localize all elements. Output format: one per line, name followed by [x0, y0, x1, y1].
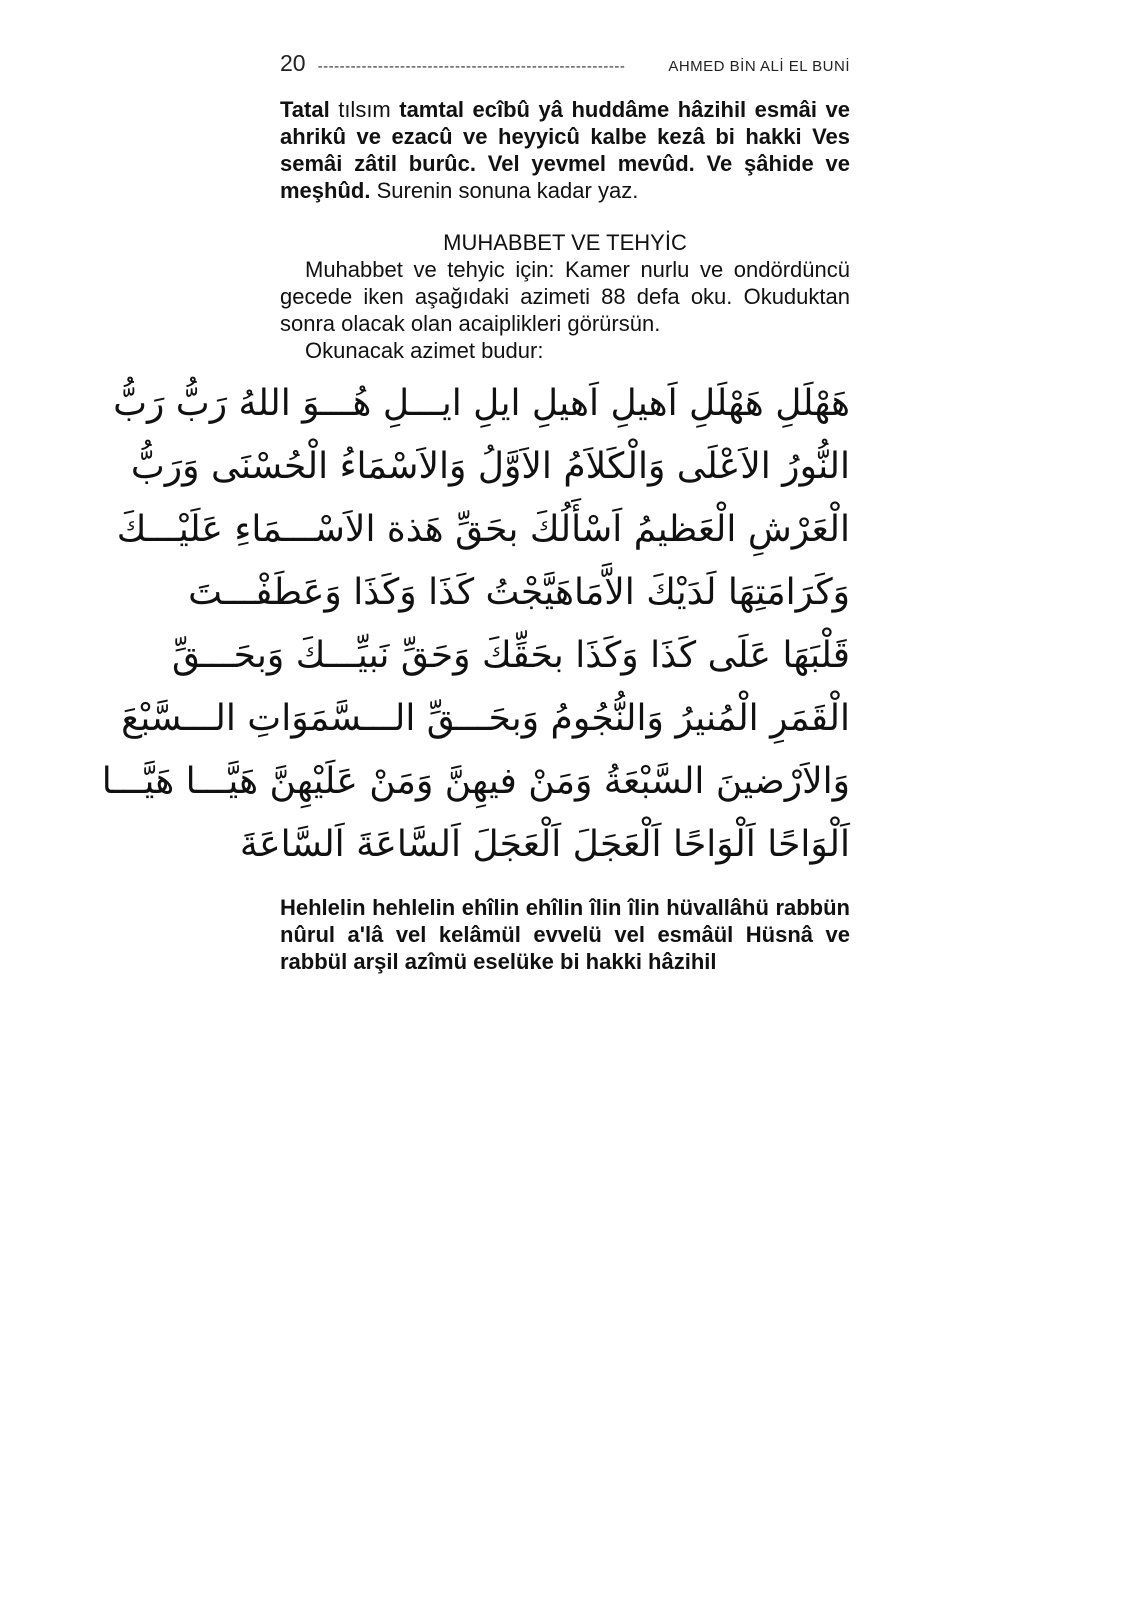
arabic-line: هَهْلَلِ هَهْلَلِ اَهيلِ اَهيلِ ايلِ ايـــلِ هُـــوَ اللهُ رَبُّ رَبُّ: [113, 383, 850, 424]
header-author: AHMED BİN ALİ EL BUNİ: [668, 58, 850, 75]
arabic-line: الْقَمَرِ الْمُنيرُ وَالنُّجُومُ وَبحَـــقِّ الـــسَّمَوَاتِ الـــسَّبْعَ: [121, 698, 850, 739]
section-title: MUHABBET VE TEHYİC: [443, 230, 687, 255]
section-lead: Okunacak azimet budur:: [305, 338, 544, 363]
page-number: 20: [280, 50, 306, 76]
arabic-line: الْعَرْشِ الْعَظيمُ اَسْأَلُكَ بحَقِّ هَذة الاَسْـــمَاءِ عَلَيْـــكَ: [116, 509, 850, 550]
intro-paragraph: [280, 96, 850, 204]
intro-text-1: tılsım: [329, 97, 400, 122]
arabic-line: النُّورُ الاَعْلَى وَالْكَلاَمُ الاَوَّلُ وَالاَسْمَاءُ الْحُسْنَى وَرَبُّ: [130, 446, 850, 487]
arabic-line: اَلْوَاحًا اَلْوَاحًا اَلْعَجَلَ اَلْعَجَلَ اَلسَّاعَةَ اَلسَّاعَةَ: [239, 824, 850, 865]
arabic-line: وَالاَرْضينَ السَّبْعَةُ وَمَنْ فيهِنَّ وَمَنْ عَلَيْهِنَّ هَيَّـــا هَيَّـــا: [101, 761, 850, 802]
intro-bold-1: Tatal: [280, 97, 330, 122]
arabic-line: وَكَرَامَتِهَا لَدَيْكَ الاَّمَاهَيَّجْتُ كَذَا وَكَذَا وَعَطَفْـــتَ: [188, 572, 850, 613]
running-header: [280, 50, 850, 84]
arabic-incantation: [101, 372, 850, 876]
arabic-line: قَلْبَهَا عَلَى كَذَا وَكَذَا بحَقِّكَ وَحَقِّ نَبيِّـــكَ وَبحَـــقِّ: [171, 635, 850, 676]
transliteration-paragraph: Hehlelin hehlelin ehîlin ehîlin îlin îlin hüvallâhü rabbün nûrul a'lâ vel kelâmül evvelü vel esmâül Hüsnâ ve rabbül arşil azîmü eselüke bi hakki hâzihil: [280, 895, 850, 974]
intro-bold-2: tamtal ecîbû yâ huddâme hâzihil esmâi ve ahrikû ve ezacû ve heyyicû kalbe kezâ bi hakki Ves semâi zâtil burûc. Vel yevmel mevûd. Ve şâhide ve meşhûd.: [280, 97, 850, 203]
intro-text-2: Surenin sonuna kadar yaz.: [370, 178, 639, 203]
header-divider: --------------------------------------------------------: [317, 58, 626, 75]
section-body: Muhabbet ve tehyic için: Kamer nurlu ve ondördüncü gecede iken aşağıdaki azimeti 88 defa oku. Okuduktan sonra olacak olan acaiplikleri görürsün.: [280, 257, 850, 336]
book-page: [101, 50, 850, 975]
